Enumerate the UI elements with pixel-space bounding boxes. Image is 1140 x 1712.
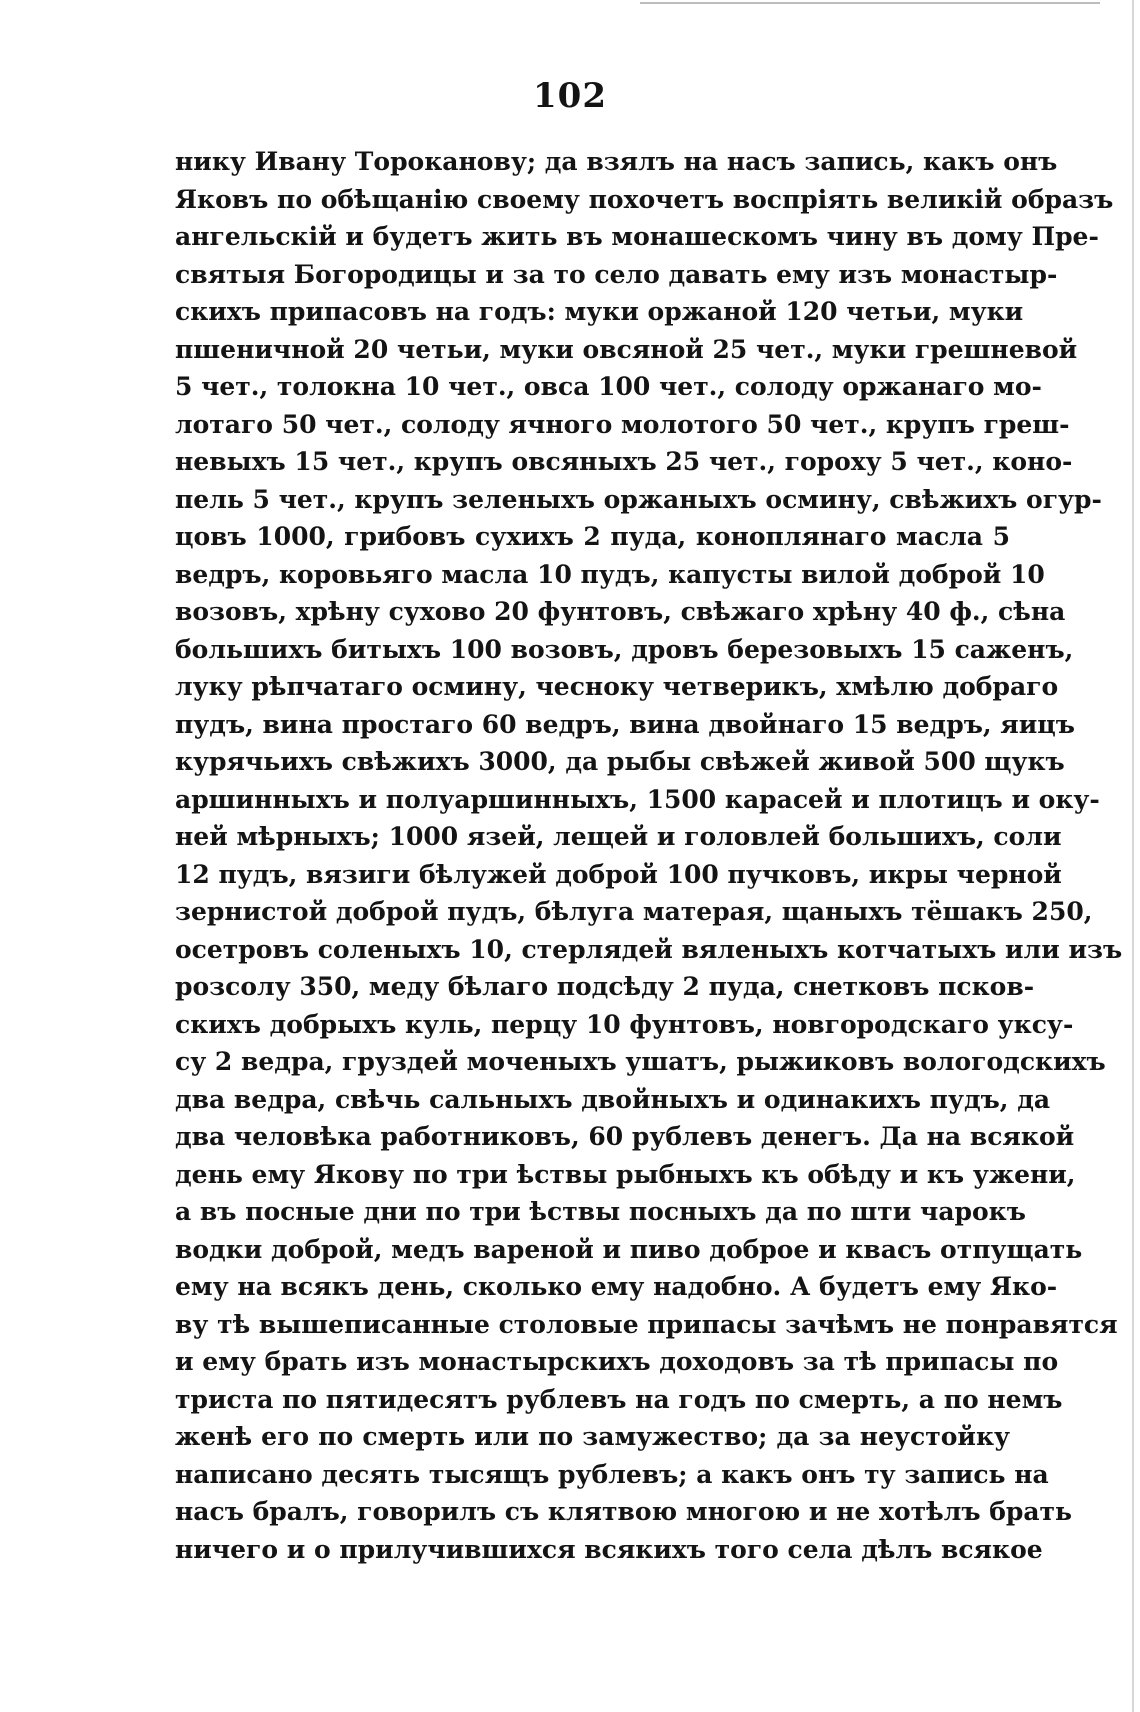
text-line: 5 чет., толокна 10 чет., овса 100 чет., солоду оржанаго мо-: [175, 372, 1042, 401]
body-text: [175, 143, 1123, 1568]
scan-top-edge: [640, 2, 1100, 4]
text-line: водки доброй, медъ вареной и пиво доброе и квасъ отпущать: [175, 1234, 1083, 1264]
text-line: написано десять тысящъ рублевъ; а какъ онъ ту запись на: [175, 1459, 1049, 1489]
text-line: пудъ, вина простаго 60 ведръ, вина двойнаго 15 ведръ, яицъ: [175, 709, 1075, 739]
text-line: лотаго 50 чет., солоду ячного молотого 50 чет., крупъ греш-: [175, 409, 1070, 439]
text-line: цовъ 1000, грибовъ сухихъ 2 пуда, коноплянаго масла 5: [175, 522, 1010, 551]
text-line: скихъ припасовъ на годъ: муки оржаной 120 четьи, муки: [175, 297, 1024, 326]
text-line: святыя Богородицы и за то село давать ему изъ монастыр-: [175, 259, 1058, 289]
text-line: ведръ, коровьяго масла 10 пудъ, капусты вилой доброй 10: [175, 559, 1045, 589]
text-line: осетровъ соленыхъ 10, стерлядей вяленыхъ котчатыхъ или изъ: [175, 934, 1123, 964]
text-line: ему на всякъ день, сколько ему надобно. А будетъ ему Яко-: [175, 1272, 1058, 1301]
text-line: день ему Якову по три ѣствы рыбныхъ къ обѣду и къ ужени,: [175, 1159, 1076, 1189]
text-line: и ему брать изъ монастырскихъ доходовъ за тѣ припасы по: [175, 1347, 1059, 1376]
text-line: женѣ его по смерть или по замужество; да за неустойку: [175, 1422, 1010, 1451]
text-line: возовъ, хрѣну сухово 20 фунтовъ, свѣжаго хрѣну 40 ф., сѣна: [175, 597, 1066, 626]
text-line: два ведра, свѣчь сальныхъ двойныхъ и одинакихъ пудъ, да: [175, 1084, 1051, 1114]
text-line: пшеничной 20 четьи, муки овсяной 25 чет., муки грешневой: [175, 334, 1078, 364]
text-line: луку рѣпчатаго осмину, чесноку четверикъ, хмѣлю добраго: [175, 672, 1059, 701]
text-line: зернистой доброй пудъ, бѣлуга матерая, щаныхъ тёшакъ 250,: [175, 897, 1093, 926]
text-line: ву тѣ вышеписанные столовые припасы зачѣмъ не понравятся: [175, 1309, 1118, 1339]
text-line: нику Ивану Тороканову; да взялъ на насъ запись, какъ онъ: [175, 147, 1058, 176]
text-line: ангельскій и будетъ жить въ монашескомъ чину въ дому Пре-: [175, 222, 1099, 251]
text-line: пель 5 чет., крупъ зеленыхъ оржаныхъ осмину, свѣжихъ огур-: [175, 484, 1102, 514]
text-line: ней мѣрныхъ; 1000 язей, лещей и головлей большихъ, соли: [175, 822, 1062, 851]
text-line: а въ посные дни по три ѣствы посныхъ да по шти чарокъ: [175, 1197, 1026, 1226]
text-line: аршинныхъ и полуаршинныхъ, 1500 карасей и плотицъ и оку-: [175, 784, 1100, 814]
text-line: триста по пятидесятъ рублевъ на годъ по смерть, а по немъ: [175, 1384, 1063, 1414]
text-line: курячьихъ свѣжихъ 3000, да рыбы свѣжей живой 500 щукъ: [175, 747, 1065, 776]
text-line: два человѣка работниковъ, 60 рублевъ денегъ. Да на всякой: [175, 1122, 1075, 1151]
text-line: большихъ битыхъ 100 возовъ, дровъ березовыхъ 15 саженъ,: [175, 634, 1074, 664]
text-line: насъ бралъ, говорилъ съ клятвою многою и не хотѣлъ брать: [175, 1497, 1073, 1526]
text-line: Яковъ по обѣщанію своему похочетъ воспріять великій образъ: [175, 184, 1114, 214]
page-number: 102: [533, 76, 607, 116]
text-line: скихъ добрыхъ куль, перцу 10 фунтовъ, новгородскаго уксу-: [175, 1009, 1074, 1039]
scan-right-edge: [1132, 0, 1134, 1712]
text-line: 12 пудъ, вязиги бѣлужей доброй 100 пучковъ, икры черной: [175, 859, 1062, 889]
text-line: розсолу 350, меду бѣлаго подсѣду 2 пуда, снетковъ псков-: [175, 972, 1035, 1001]
text-line: су 2 ведра, груздей моченыхъ ушатъ, рыжиковъ вологодскихъ: [175, 1047, 1106, 1076]
text-line: ничего и о прилучившихся всякихъ того села дѣлъ всякое: [175, 1534, 1043, 1564]
text-line: невыхъ 15 чет., крупъ овсяныхъ 25 чет., гороху 5 чет., коно-: [175, 447, 1073, 476]
